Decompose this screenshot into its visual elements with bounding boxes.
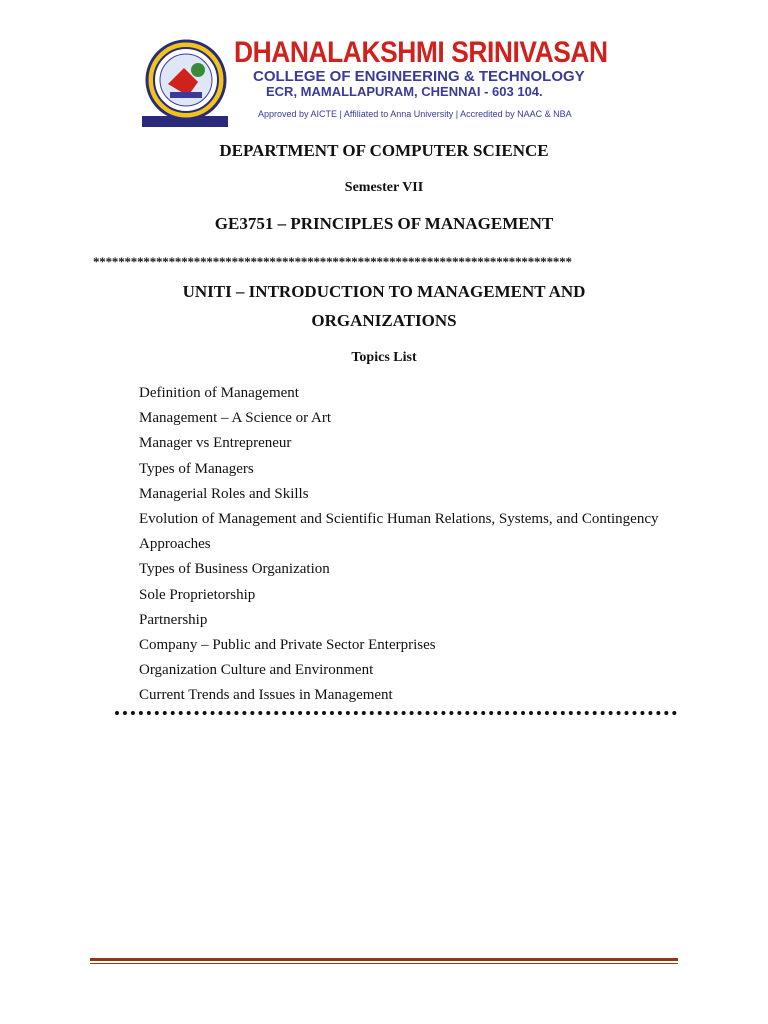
topics-list [139,381,699,709]
unit-title-line1: UNITI – INTRODUCTION TO MANAGEMENT AND [182,282,586,301]
topic-item: Types of Managers [139,460,254,477]
topic-item: Types of Business Organization [139,561,330,578]
topic-item: Evolution of Management and Scientific Human Relations, Systems, and Contingency [139,511,659,528]
college-address: ECR, MAMALLAPURAM, CHENNAI - 603 104. [266,84,543,99]
unit-title-line2: ORGANIZATIONS [311,311,457,330]
college-approval: Approved by AICTE | Affiliated to Anna University | Accredited by NAAC & NBA [258,109,572,119]
footer-rule-thin [90,963,678,964]
topic-item: Manager vs Entrepreneur [139,435,292,452]
dotted-divider [115,711,677,715]
college-seal-icon [140,38,232,128]
star-separator: **************************************************************************** [93,254,572,269]
topics-heading: Topics List [351,350,417,365]
topic-item: Company – Public and Private Sector Enterprises [139,637,436,654]
footer-rule [90,958,678,961]
topic-item: Sole Proprietorship [139,586,256,603]
college-name: DHANALAKSHMI SRINIVASAN [234,36,608,69]
college-subtitle: COLLEGE OF ENGINEERING & TECHNOLOGY [253,68,585,85]
course-title: GE3751 – PRINCIPLES OF MANAGEMENT [214,214,554,233]
topic-item: Managerial Roles and Skills [139,485,309,502]
semester-label: Semester VII [344,180,424,195]
college-header [140,36,640,128]
topic-item: Approaches [139,536,211,553]
topic-item: Management – A Science or Art [139,410,332,427]
topic-item: Definition of Management [139,385,299,401]
topic-item: Partnership [139,611,208,628]
topic-item: Organization Culture and Environment [139,662,374,679]
department-title: DEPARTMENT OF COMPUTER SCIENCE [219,141,549,160]
topic-item: Current Trends and Issues in Management [139,687,393,704]
